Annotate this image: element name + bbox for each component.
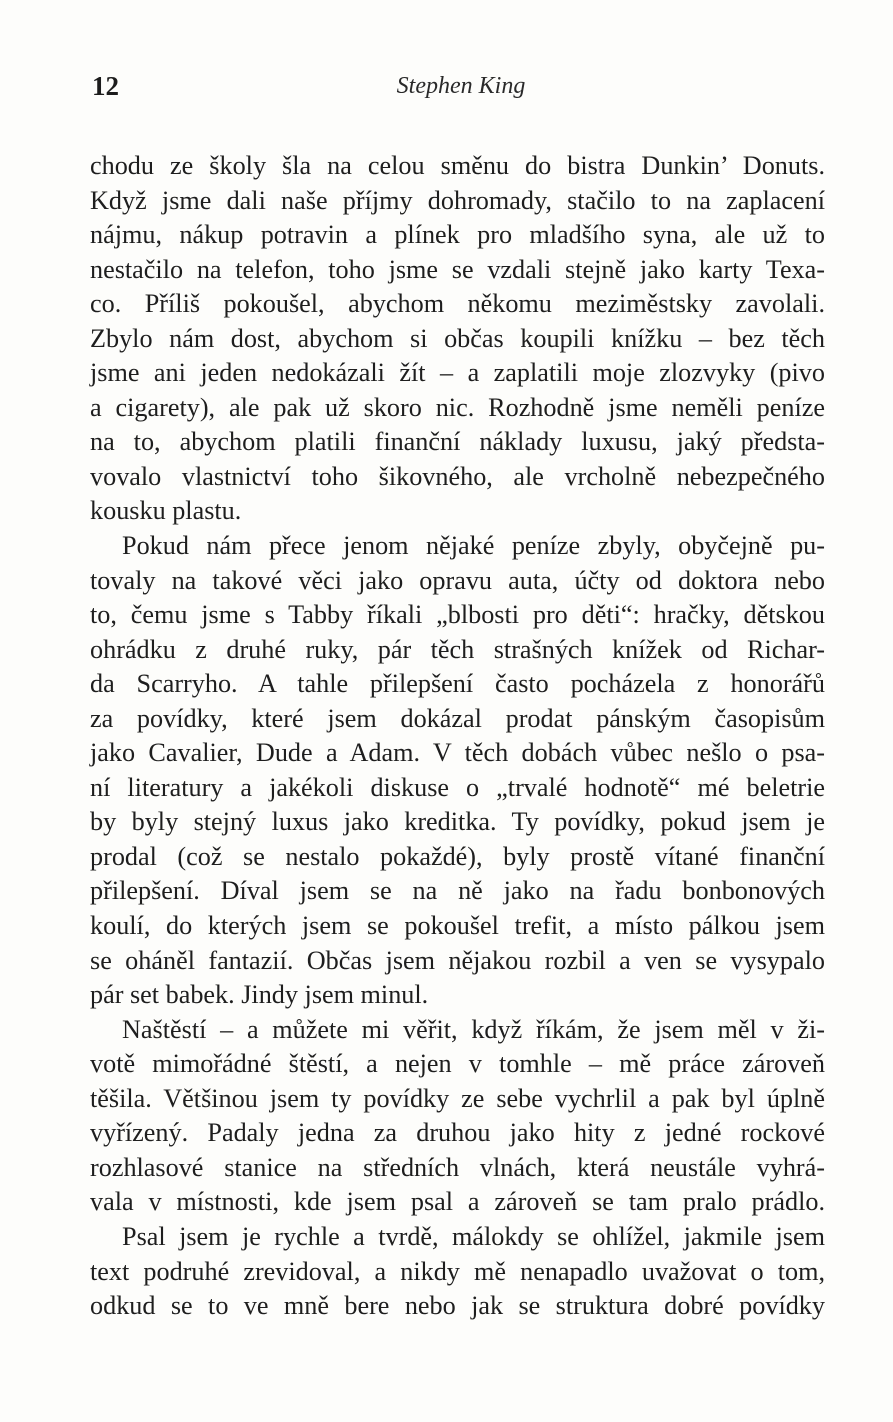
text-line: se oháněl fantazií. Občas jsem nějakou rozbil a ven se vysypalo bbox=[90, 945, 825, 975]
text-line: jsme ani jeden nedokázali žít – a zaplatili moje zlozvyky (pivo bbox=[90, 358, 825, 388]
text-line: koulí, do kterých jsem se pokoušel trefit, a místo pálkou jsem bbox=[90, 911, 825, 941]
text-line: prodal (což se nestalo pokaždé), byly prostě vítané finanční bbox=[90, 841, 825, 871]
text-line: Zbylo nám dost, abychom si občas koupili knížku – bez těch bbox=[90, 323, 825, 353]
text-line: Psal jsem je rychle a tvrdě, málokdy se ohlížel, jakmile jsem bbox=[122, 1221, 825, 1251]
text-line: votě mimořádné štěstí, a nejen v tomhle – mě práce zároveň bbox=[90, 1049, 825, 1079]
text-line: pár set babek. Jindy jsem minul. bbox=[90, 980, 429, 1010]
text-line: přilepšení. Díval jsem se na ně jako na řadu bonbonových bbox=[90, 876, 825, 906]
text-line: nestačilo na telefon, toho jsme se vzdali stejně jako karty Texa- bbox=[90, 254, 825, 284]
page-header bbox=[92, 68, 822, 108]
page-number: 12 bbox=[92, 71, 119, 101]
text-line: odkud se to ve mně bere nebo jak se struktura dobré povídky bbox=[90, 1291, 825, 1321]
text-line: kousku plastu. bbox=[90, 496, 242, 526]
text-line: Když jsme dali naše příjmy dohromady, stačilo to na zaplacení bbox=[90, 185, 825, 215]
running-head: Stephen King bbox=[396, 73, 526, 99]
text-line: text podruhé zrevidoval, a nikdy mě nenapadlo uvažovat o tom, bbox=[90, 1256, 825, 1286]
text-line: vovalo vlastnictví toho šikovného, ale vrcholně nebezpečného bbox=[90, 461, 825, 491]
text-line: co. Příliš pokoušel, abychom někomu meziměstsky zavolali. bbox=[90, 289, 825, 319]
text-line: ní literatury a jakékoli diskuse o „trvalé hodnotě“ mé beletrie bbox=[90, 772, 825, 802]
text-line: těšila. Většinou jsem ty povídky ze sebe vychrlil a pak byl úplně bbox=[90, 1083, 825, 1113]
text-line: na to, abychom platili finanční náklady luxusu, jaký předsta- bbox=[90, 427, 825, 457]
text-line: nájmu, nákup potravin a plínek pro mladšího syna, ale už to bbox=[90, 220, 825, 250]
text-line: a cigarety), ale pak už skoro nic. Rozhodně jsme neměli peníze bbox=[90, 392, 825, 422]
text-line: jako Cavalier, Dude a Adam. V těch dobách vůbec nešlo o psa- bbox=[90, 738, 825, 768]
text-line: rozhlasové stanice na středních vlnách, která neustále vyhrá- bbox=[90, 1152, 825, 1182]
text-line: by byly stejný luxus jako kreditka. Ty povídky, pokud jsem je bbox=[90, 807, 825, 837]
text-line: Naštěstí – a můžete mi věřit, když říkám, že jsem měl v ži- bbox=[122, 1014, 825, 1044]
text-line: ohrádku z druhé ruky, pár těch strašných knížek od Richar- bbox=[90, 634, 825, 664]
text-line: za povídky, které jsem dokázal prodat pánským časopisům bbox=[90, 703, 825, 733]
text-line: da Scarryho. A tahle přilepšení často pocházela z honorářů bbox=[90, 669, 825, 699]
text-line: vala v místnosti, kde jsem psal a zároveň se tam pralo prádlo. bbox=[90, 1187, 825, 1217]
text-line: to, čemu jsme s Tabby říkali „blbosti pro děti“: hračky, dětskou bbox=[90, 600, 825, 630]
text-line: Pokud nám přece jenom nějaké peníze zbyly, obyčejně pu- bbox=[122, 531, 825, 561]
text-line: tovaly na takové věci jako opravu auta, účty od doktora nebo bbox=[90, 565, 825, 595]
text-line: vyřízený. Padaly jedna za druhou jako hity z jedné rockové bbox=[90, 1118, 825, 1148]
body-text bbox=[90, 149, 825, 1324]
text-line: chodu ze školy šla na celou směnu do bistra Dunkin’ Donuts. bbox=[90, 151, 825, 180]
